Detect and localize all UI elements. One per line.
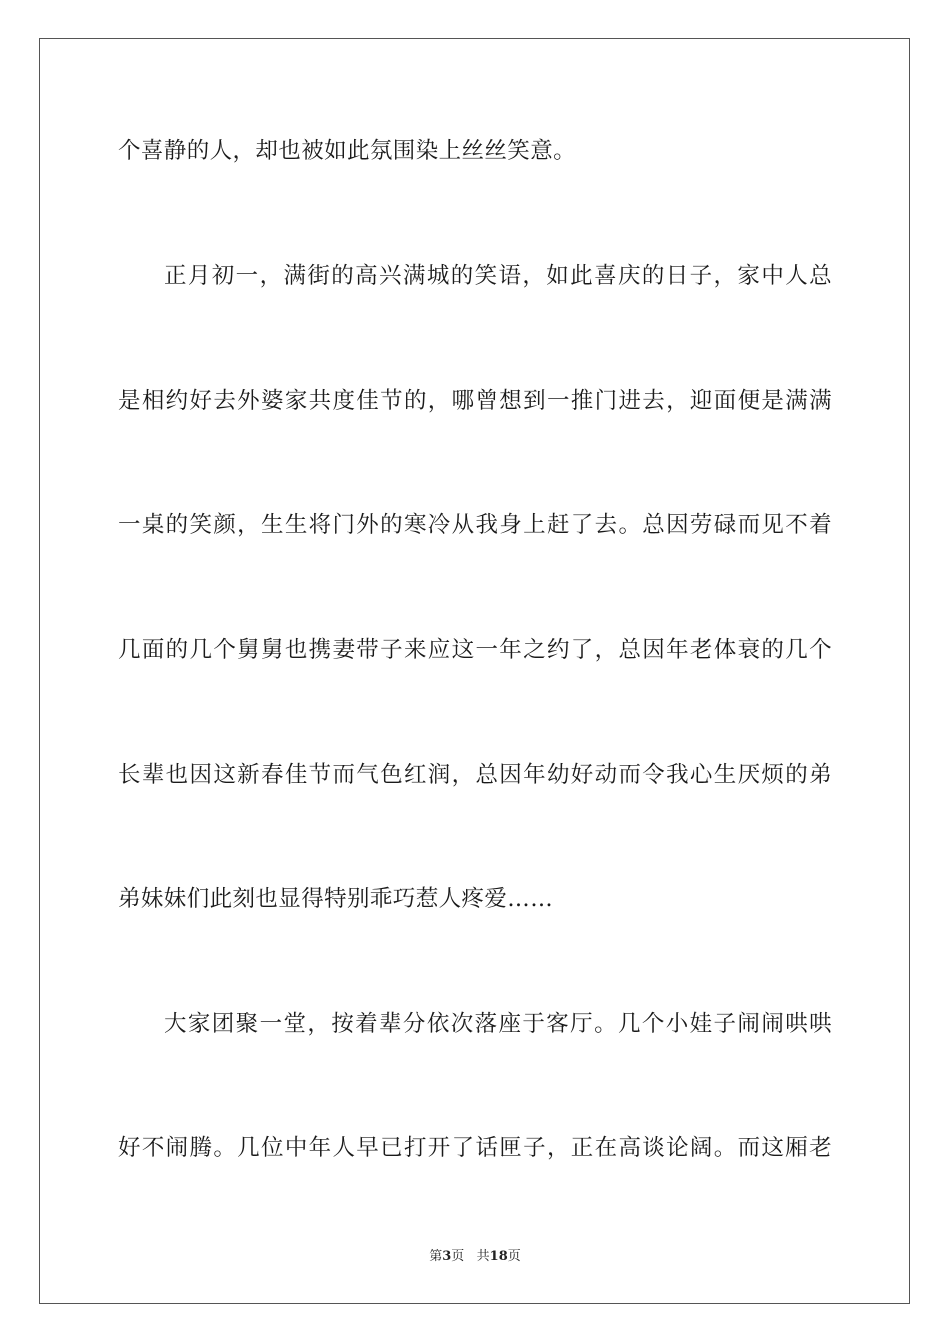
paragraph-2-line-1: 正月初一，满街的高兴满城的笑语，如此喜庆的日子，家中人总 [164,263,832,289]
paragraph-2-line-4: 几面的几个舅舅也携妻带子来应这一年之约了，总因年老体衰的几个 [118,637,832,663]
page-border [39,38,910,1304]
paragraph-2-line-3: 一桌的笑颜，生生将门外的寒冷从我身上赶了去。总因劳碌而见不着 [118,512,832,538]
footer-page-number: 3 [442,1249,452,1264]
footer-total-pages: 18 [489,1249,508,1264]
footer-middle: 页 共 [451,1249,490,1264]
paragraph-3-line-1: 大家团聚一堂，按着辈分依次落座于客厅。几个小娃子闹闹哄哄 [164,1011,832,1037]
text-line-1: 个喜静的人，却也被如此氛围染上丝丝笑意。 [118,138,577,164]
paragraph-2-line-6: 弟妹妹们此刻也显得特别乖巧惹人疼爱…… [118,886,554,912]
paragraph-2-line-5: 长辈也因这新春佳节而气色红润，总因年幼好动而令我心生厌烦的弟 [118,762,832,788]
page-footer [0,1249,950,1265]
footer-suffix: 页 [507,1249,521,1264]
footer-prefix: 第 [429,1249,443,1264]
paragraph-2-line-2: 是相约好去外婆家共度佳节的，哪曾想到一推门进去，迎面便是满满 [118,388,832,414]
paragraph-3-line-2: 好不闹腾。几位中年人早已打开了话匣子，正在高谈论阔。而这厢老 [118,1135,832,1161]
